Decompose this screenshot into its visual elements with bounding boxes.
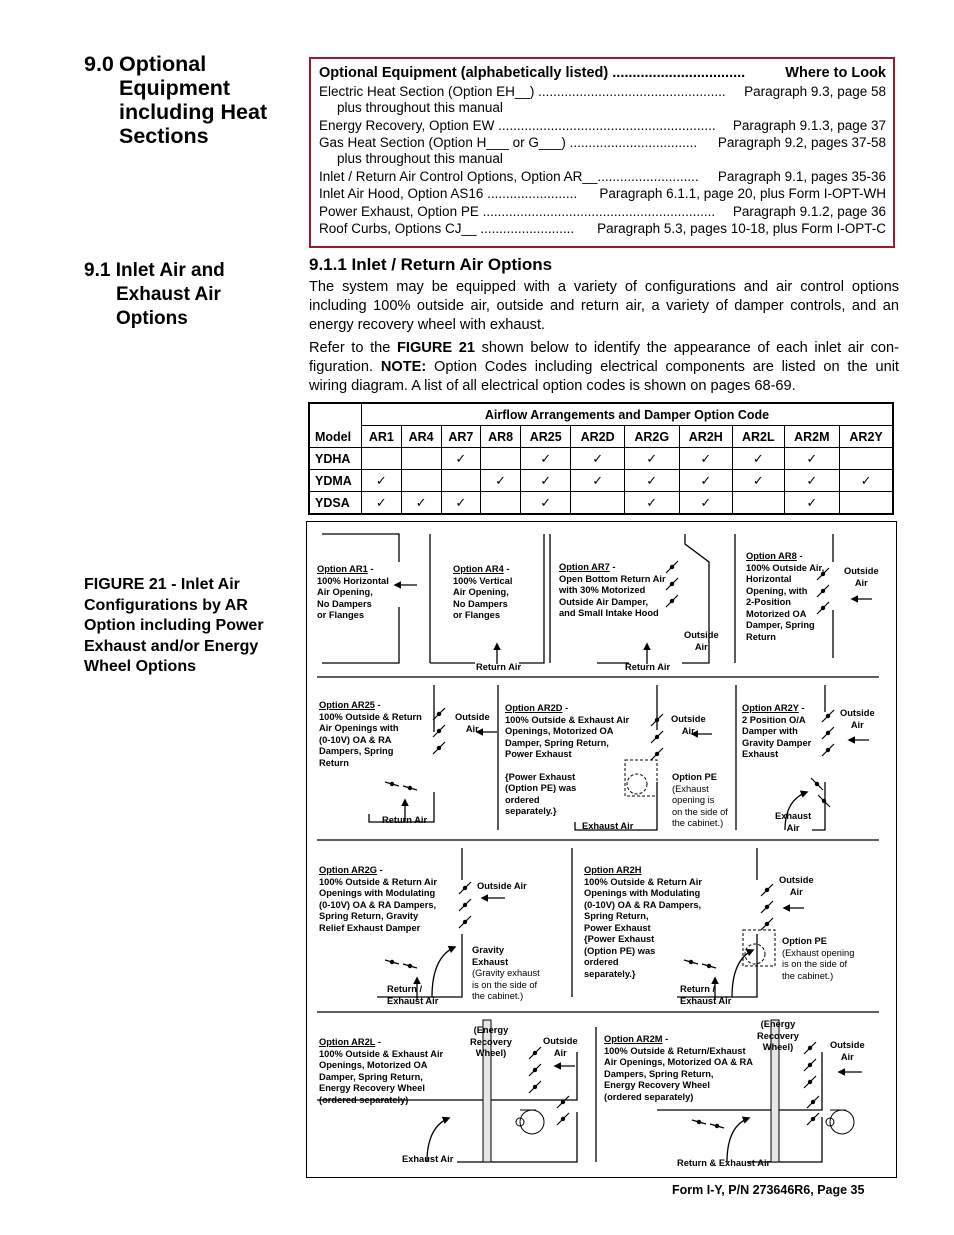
model-name: YDSA xyxy=(309,492,362,515)
diagram-text-line: Wheel) xyxy=(762,1042,794,1052)
section-9-1-heading: 9.1 Inlet Air and Exhaust Air Options xyxy=(84,260,225,329)
model-row xyxy=(309,470,893,492)
check-mark: ✓ xyxy=(571,470,625,492)
diagram-text-line: Openings, Motorized OA xyxy=(505,726,614,736)
option-code-header: AR2H xyxy=(679,426,733,448)
ar8-outside-air-label: Outside Air xyxy=(844,566,879,588)
option-reference: Paragraph 9.2, pages 37-58 xyxy=(717,135,886,150)
model-row xyxy=(309,492,893,515)
diagram-text-line: 100% Outside Air, xyxy=(746,562,825,573)
diagram-text-line: the cabinet.) xyxy=(672,818,724,828)
diagram-text-line: Damper, Spring xyxy=(746,620,815,630)
option-reference: Paragraph 9.3, page 58 xyxy=(744,84,886,99)
empty-cell xyxy=(840,448,893,470)
ar2g-gravity-exhaust-label: Gravity Exhaust (Gravity exhaust is on the side of the cabinet.) xyxy=(472,945,540,1001)
ar7-return-air-label: Return Air xyxy=(625,662,671,672)
ar7-label: Option AR7 - Open Bottom Return Air with 30% Motorized Outside Air Damper, and Small Intake Hood xyxy=(559,562,666,618)
ar2g-return-exhaust-label: Return / Exhaust Air xyxy=(387,984,439,1006)
diagram-text-line: 100% Outside & Return/Exhaust xyxy=(604,1045,746,1056)
check-mark: ✓ xyxy=(521,448,571,470)
ar2y-label: Option AR2Y - 2 Position O/A Damper with Gravity Damper Exhaust xyxy=(742,703,812,759)
ar2l-label: Option AR2L - 100% Outside & Exhaust Air Openings, Motorized OA Damper, Spring Return, Energy Recovery Wheel (ordered separately) xyxy=(319,1037,444,1105)
optional-equipment-row xyxy=(319,185,886,203)
diagram-text-line: Dampers, Spring Return, xyxy=(604,1068,714,1079)
check-mark: ✓ xyxy=(733,448,784,470)
diagram-text-line: (0-10V) OA & RA Dampers, xyxy=(584,899,702,910)
ar4-return-air-label: Return Air xyxy=(476,662,522,672)
diagram-text-line: Power Exhaust xyxy=(505,749,572,759)
option-code-header: AR2M xyxy=(784,426,840,448)
option-reference: Paragraph 5.3, pages 10-18, plus Form I-OPT-C xyxy=(597,221,886,236)
check-mark: ✓ xyxy=(624,470,679,492)
empty-cell xyxy=(571,492,625,515)
section-9-0-heading: 9.0 Optional Equipment including Heat Sections xyxy=(84,52,268,148)
option-code-header: AR2L xyxy=(733,426,784,448)
option-name: Electric Heat Section (Option EH__) .................................................. xyxy=(319,84,726,99)
option-reference: Paragraph 9.1.3, page 37 xyxy=(732,117,886,133)
check-mark: ✓ xyxy=(362,470,402,492)
check-mark: ✓ xyxy=(401,492,441,515)
option-code-header: AR7 xyxy=(441,426,481,448)
check-mark: ✓ xyxy=(441,448,481,470)
diagram-text-line: separately.} xyxy=(584,968,636,979)
option-codes-row xyxy=(309,426,893,448)
optional-equipment-row xyxy=(319,134,886,152)
diagram-text-line: Relief Exhaust Damper xyxy=(319,922,421,933)
diagram-text-line: Damper, Spring Return, xyxy=(319,1071,423,1082)
figure-21-caption: FIGURE 21 - Inlet Air Configurations by AR Option including Power Exhaust and/or Energy Wheel Options xyxy=(84,576,264,675)
diagram-text-line: Power Exhaust xyxy=(584,922,651,933)
diagram-text-line: (0-10V) OA & RA xyxy=(319,734,392,745)
diagram-text-line: 100% Outside & Return Air xyxy=(319,876,437,887)
diagram-text-line: 100% Outside & Exhaust Air xyxy=(505,714,630,725)
diagram-text-line: ordered xyxy=(584,957,619,967)
diagram-text-line: with 30% Motorized xyxy=(559,585,646,595)
diagram-text-line: 2-Position xyxy=(746,597,791,607)
diagram-text-line: Energy Recovery Wheel xyxy=(604,1080,710,1090)
option-reference: Paragraph 6.1.1, page 20, plus Form I-OPT-WH xyxy=(599,186,886,201)
check-mark: ✓ xyxy=(571,448,625,470)
option-name: Inlet / Return Air Control Options, Option AR__........................... xyxy=(319,168,699,184)
option-name: Gas Heat Section (Option H___ or G___) .................................. xyxy=(319,135,698,150)
ar2d-label: Option AR2D - 100% Outside & Exhaust Air Openings, Motorized OA Damper, Spring Return, Power Exhaust {Power Exhaust (Option PE) was ordered separately.} xyxy=(505,703,630,816)
check-mark: ✓ xyxy=(441,492,481,515)
empty-cell xyxy=(401,448,441,470)
ar2d-exhaust-air-label: Exhaust Air xyxy=(582,821,634,831)
optional-equipment-box xyxy=(309,57,895,248)
check-mark: ✓ xyxy=(521,470,571,492)
empty-cell xyxy=(481,492,521,515)
airflow-option-table xyxy=(308,402,894,515)
diagram-text-line: Return xyxy=(319,757,349,768)
diagram-text-line: Opening, with xyxy=(746,585,808,596)
optional-equipment-row xyxy=(319,203,886,221)
check-mark: ✓ xyxy=(362,492,402,515)
check-mark: ✓ xyxy=(679,470,733,492)
ar4-label: Option AR4 - 100% Vertical Air Opening, No Dampers or Flanges xyxy=(453,564,513,620)
ar2l-exhaust-air-label: Exhaust Air xyxy=(402,1154,454,1164)
diagram-text-line: Dampers, Spring xyxy=(319,746,394,756)
option-code-header: AR2G xyxy=(624,426,679,448)
diagram-text-line: Damper with xyxy=(742,726,798,736)
option-code-header: AR4 xyxy=(401,426,441,448)
ar25-return-air-label: Return Air xyxy=(382,815,428,825)
diagram-text-line: (Option PE) was xyxy=(584,945,656,956)
diagram-text-line: 100% Vertical xyxy=(453,575,513,586)
ar2d-option-pe-label: Option PE (Exhaust opening is on the side of the cabinet.) xyxy=(672,772,728,828)
diagram-text-line: opening is xyxy=(672,795,715,805)
ar25-outside-air-label: Outside Air xyxy=(455,712,490,734)
diagram-text-line: Outside Air Damper, xyxy=(559,596,649,607)
ar25-label: Option AR25 - 100% Outside & Return Air Openings with (0-10V) OA & RA Dampers, Spring Return xyxy=(319,700,422,768)
page-footer: Form I-Y, P/N 273646R6, Page 35 xyxy=(672,1183,865,1197)
diagram-text-line: Recovery xyxy=(470,1036,512,1047)
diagram-text-line: and Small Intake Hood xyxy=(559,608,659,618)
diagram-text-line: the cabinet.) xyxy=(782,970,834,981)
diagram-text-line: Damper, Spring Return, xyxy=(505,737,609,748)
diagram-text-line: Openings with Modulating xyxy=(319,888,436,898)
diagram-text-line: {Power Exhaust xyxy=(505,771,576,782)
diagram-text-line: or Flanges xyxy=(317,610,365,620)
ar2g-outside-air-label: Outside Air xyxy=(477,881,527,891)
option-code-header: AR2Y xyxy=(840,426,893,448)
optional-equipment-row xyxy=(319,117,886,135)
diagram-text-line: Energy Recovery Wheel xyxy=(319,1083,425,1093)
optional-equipment-row xyxy=(319,168,886,186)
ar2m-outside-air-label: Outside Air xyxy=(830,1040,865,1062)
empty-cell xyxy=(733,492,784,515)
ar2g-label: Option AR2G - 100% Outside & Return Air Openings with Modulating (0-10V) OA & RA Dampers, Spring Return, Gravity Relief Exhaust Damper xyxy=(319,865,437,933)
option-code-header: AR1 xyxy=(362,426,402,448)
diagram-text-line: No Dampers xyxy=(453,598,508,609)
diagram-text-line: (0-10V) OA & RA Dampers, xyxy=(319,899,437,910)
check-mark: ✓ xyxy=(784,470,840,492)
ar2h-option-pe-label: Option PE (Exhaust opening is on the side of the cabinet.) xyxy=(782,936,855,981)
model-name: YDMA xyxy=(309,470,362,492)
option-code-header: AR8 xyxy=(481,426,521,448)
option-reference: Paragraph 9.1, pages 35-36 xyxy=(717,168,886,184)
option-name: Energy Recovery, Option EW .......................................................... xyxy=(319,117,716,133)
option-name: Power Exhaust, Option PE .............................................................. xyxy=(319,203,716,219)
diagram-text-line: (Exhaust xyxy=(672,783,709,794)
diagram-text-line: (ordered separately) xyxy=(319,1094,409,1105)
ar2m-label: Option AR2M - 100% Outside & Return/Exhaust Air Openings, Motorized OA & RA Dampers, Spring Return, Energy Recovery Wheel (ordered separately) xyxy=(604,1034,753,1102)
empty-cell xyxy=(362,448,402,470)
optional-equipment-row xyxy=(319,220,886,238)
ar2h-return-exhaust-label: Return / Exhaust Air xyxy=(680,984,732,1006)
diagram-text-line: Gravity Damper xyxy=(742,737,812,748)
option-continuation: plus throughout this manual xyxy=(337,99,503,115)
diagram-text-line: 100% Horizontal xyxy=(317,575,389,586)
ar2y-outside-air-label: Outside Air xyxy=(840,708,875,730)
ar7-outside-air-label: Outside Air xyxy=(684,630,719,652)
check-mark: ✓ xyxy=(481,470,521,492)
diagram-text-line: 100% Outside & Return xyxy=(319,711,422,722)
diagram-text-line: 2 Position O/A xyxy=(742,714,806,725)
optional-equipment-row xyxy=(319,83,886,101)
diagram-text-line: (Gravity exhaust xyxy=(472,968,540,978)
diagram-text-line: Air Opening, xyxy=(317,587,373,597)
diagram-text-line: Air Opening, xyxy=(453,587,509,597)
diagram-text-line: Air Openings with xyxy=(319,723,399,733)
ar2h-label: Option AR2H 100% Outside & Return Air Openings with Modulating (0-10V) OA & RA Dampers, Spring Return, Power Exhaust {Power Exhaust (Option PE) was ordered separately.} xyxy=(584,865,702,979)
diagram-text-line: Openings with Modulating xyxy=(584,888,701,898)
diagram-text-line: Wheel) xyxy=(475,1048,507,1058)
ar2l-outside-air-label: Outside Air xyxy=(543,1036,578,1058)
diagram-text-line: the cabinet.) xyxy=(472,991,524,1001)
model-name: YDHA xyxy=(309,448,362,470)
ar2h-outside-air-label: Outside Air xyxy=(779,875,814,897)
diagram-text-line: Spring Return, Gravity xyxy=(319,911,419,921)
diagram-text-line: Air Openings, Motorized OA & RA xyxy=(604,1057,753,1067)
diagram-text-line: Spring Return, xyxy=(584,911,649,921)
ar8-label: Option AR8 - 100% Outside Air, Horizontal Opening, with 2-Position Motorized OA Damper, Spring Return xyxy=(746,551,825,642)
diagram-text-line: Openings, Motorized OA xyxy=(319,1060,428,1070)
diagram-text-line: or Flanges xyxy=(453,610,501,620)
option-code-header: AR2D xyxy=(571,426,625,448)
diagram-text-line: Motorized OA xyxy=(746,608,807,619)
diagram-text-line: (Energy xyxy=(760,1019,796,1029)
diagram-text-line: separately.} xyxy=(505,806,557,816)
diagram-text-line: 100% Outside & Return Air xyxy=(584,876,702,887)
diagram-text-line: 100% Outside & Exhaust Air xyxy=(319,1048,444,1059)
option-code-header: AR25 xyxy=(521,426,571,448)
airflow-group-header: Airflow Arrangements and Damper Option Code xyxy=(362,403,894,426)
model-row xyxy=(309,448,893,470)
diagram-text-line: (Option PE) was xyxy=(505,783,577,793)
optional-equipment-header: Optional Equipment (alphabetically listed) ................................. Where to Look xyxy=(319,65,886,81)
check-mark: ✓ xyxy=(624,492,679,515)
model-header: Model xyxy=(309,403,362,448)
diagram-text-line: No Dampers xyxy=(317,598,372,609)
check-mark: ✓ xyxy=(679,448,733,470)
option-name: Inlet Air Hood, Option AS16 ........................ xyxy=(319,186,578,201)
check-mark: ✓ xyxy=(624,448,679,470)
ar2m-energy-wheel-label xyxy=(757,1019,799,1054)
diagram-text-line: Exhaust xyxy=(742,749,779,759)
diagram-text-line: (ordered separately) xyxy=(604,1091,694,1102)
check-mark: ✓ xyxy=(840,470,893,492)
reference-paragraph: Refer to the FIGURE 21 shown below to identify the appearance of each inlet air con-figuration. NOTE: Option Codes including electrical components are listed on the unit wiring diagram. A list of all electrical option codes is shown on pages 68-69. xyxy=(309,340,899,394)
diagram-text-line: Recovery xyxy=(757,1030,799,1041)
diagram-text-line: {Power Exhaust xyxy=(584,934,655,944)
check-mark: ✓ xyxy=(521,492,571,515)
figure-21-diagrams xyxy=(306,521,897,1178)
check-mark: ✓ xyxy=(733,470,784,492)
option-reference: Paragraph 9.1.2, page 36 xyxy=(732,203,886,219)
diagram-text-line: is on the side of xyxy=(782,959,848,969)
diagram-text-line: ordered xyxy=(505,794,540,805)
ar2l-energy-wheel-label xyxy=(470,1025,512,1060)
empty-cell xyxy=(441,470,481,492)
ar2m-return-exhaust-label: Return & Exhaust Air xyxy=(677,1158,771,1168)
check-mark: ✓ xyxy=(784,492,840,515)
check-mark: ✓ xyxy=(679,492,733,515)
diagram-text-line: Horizontal xyxy=(746,574,792,584)
empty-cell xyxy=(401,470,441,492)
option-continuation: plus throughout this manual xyxy=(337,150,503,166)
ar2d-outside-air-label: Outside Air xyxy=(671,714,706,736)
ar1-label: Option AR1 - 100% Horizontal Air Opening, No Dampers or Flanges xyxy=(317,564,389,620)
option-name: Roof Curbs, Options CJ__ ......................... xyxy=(319,221,575,236)
diagram-text-line: Open Bottom Return Air xyxy=(559,573,666,584)
empty-cell xyxy=(481,448,521,470)
diagram-text-line: (Exhaust opening xyxy=(782,947,855,958)
ar2y-exhaust-air-label: Exhaust Air xyxy=(775,811,812,833)
subsection-title: 9.1.1 Inlet / Return Air Options xyxy=(309,255,553,274)
empty-cell xyxy=(840,492,893,515)
intro-paragraph: The system may be equipped with a variety of configurations and air control options including 100% outside air, outside and return air, a variety of damper controls, and an energy recovery wheel with exhaust. xyxy=(309,279,899,333)
diagram-text-line: on the side of xyxy=(672,806,728,817)
optional-equipment-list xyxy=(319,83,886,238)
diagram-text-line: (Energy xyxy=(473,1025,509,1035)
diagram-text-line: is on the side of xyxy=(472,979,538,990)
check-mark: ✓ xyxy=(784,448,840,470)
diagram-text-line: Return xyxy=(746,631,776,642)
